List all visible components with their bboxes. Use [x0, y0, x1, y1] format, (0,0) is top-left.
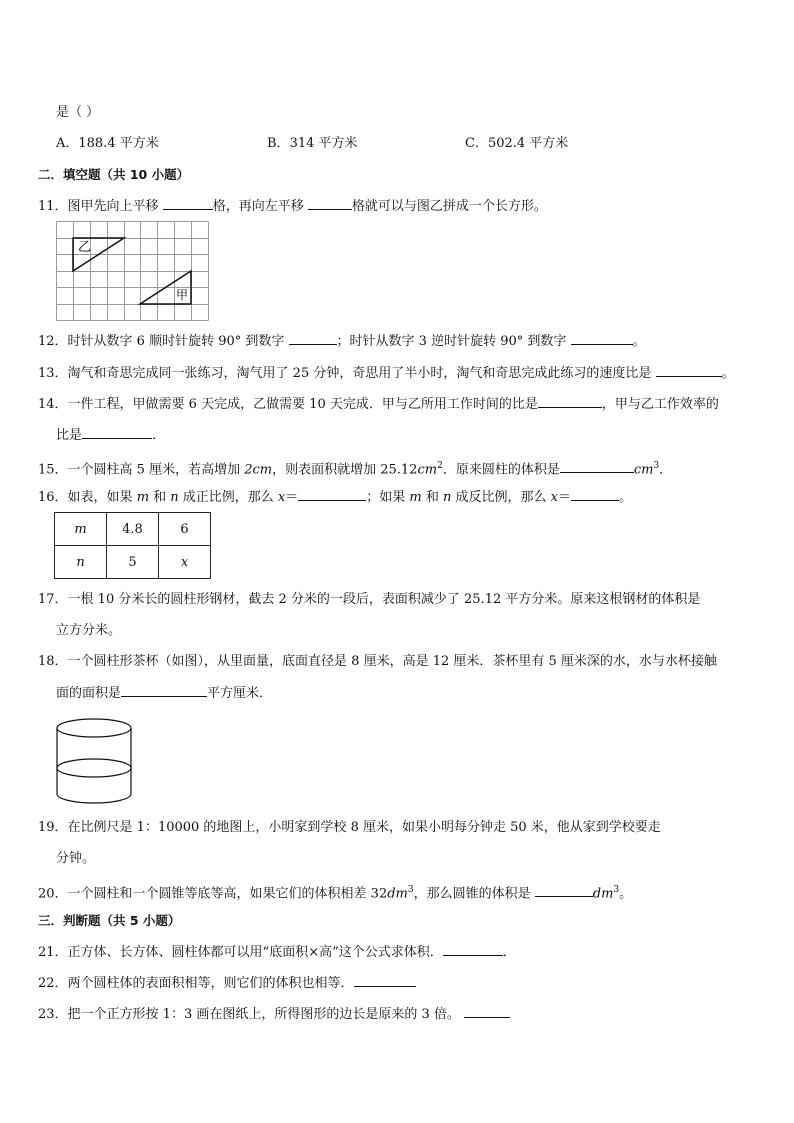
question-18: 18．一个圆柱形茶杯（如图），从里面量，底面直径是 8 厘米，高是 12 厘米．茶杯里有 5 厘米深的水，水与水杯接触 [38, 654, 717, 669]
question-18-cont: 面的面积是 平方厘米． [56, 686, 273, 701]
question-19-cont: 分钟。 [56, 851, 96, 866]
question-12: 12．时针从数字 6 顺时针旋转 90° 到数字 ；时针从数字 3 逆时针旋转 90° 到数字 。 [38, 334, 646, 349]
question-22: 22．两个圆柱体的表面积相等，则它们的体积也相等． [38, 974, 416, 993]
q10-option-b[interactable]: B．314 平方米 [267, 136, 358, 151]
question-17-cont: 立方分米。 [56, 623, 122, 638]
water-surface-ellipse [57, 759, 131, 777]
question-19: 19．在比例尺是 1：10000 的地图上，小明家到学校 8 厘米，如果小明每分钟走 50 米，他从家到学校要走 [38, 820, 661, 835]
q14-blank-1[interactable] [538, 395, 602, 408]
table-cell: 4.8 [107, 513, 159, 546]
grid-figure [56, 221, 209, 321]
table-row [55, 513, 211, 546]
q10-tail: 是（ ） [56, 105, 100, 120]
q12-blank-2[interactable] [571, 332, 633, 345]
q21-blank[interactable] [443, 943, 503, 956]
table-row [55, 546, 211, 579]
label-jia: 甲 [176, 288, 189, 302]
section-heading-true-false: 三．判断题（共 5 小题） [38, 913, 181, 928]
q13-blank[interactable] [656, 364, 722, 377]
question-20: 20．一个圆柱和一个圆锥等底等高，如果它们的体积相差 $32dm^3$，那么圆锥的体积是 $dm^3$。 [38, 885, 633, 902]
table-cell: x [159, 546, 211, 579]
table-cell: m [55, 513, 107, 546]
q16-blank-2[interactable] [571, 488, 619, 501]
grid-lines [57, 222, 209, 321]
question-23: 23．把一个正方形按 1：3 画在图纸上，所得图形的边长是原来的 3 倍。 [38, 1005, 510, 1024]
question-13: 13．淘气和奇思完成同一张练习，淘气用了 25 分钟，奇思用了半小时，淘气和奇思完成此练习的速度比是 。 [38, 366, 735, 381]
table-cell: 5 [107, 546, 159, 579]
q12-blank-1[interactable] [289, 332, 337, 345]
cup-bottom-arc [57, 794, 131, 803]
table-cell: 6 [159, 513, 211, 546]
q15-blank[interactable] [560, 460, 634, 473]
q16-blank-1[interactable] [298, 488, 366, 501]
question-11: 11．图甲先向上平移 格，再向左平移 格就可以与图乙拼成一个长方形。 [38, 199, 547, 214]
question-21: 21．正方体、长方体、圆柱体都可以用“底面积×高”这个公式求体积． ． [38, 945, 516, 960]
question-14: 14．一件工程，甲做需要 6 天完成，乙做需要 10 天完成．甲与乙所用工作时间的比是 ，甲与乙工作效率的 [38, 397, 719, 412]
q20-blank[interactable] [535, 884, 593, 897]
q10-option-c[interactable]: C．502.4 平方米 [465, 136, 569, 151]
teacup-cylinder-figure [54, 716, 134, 808]
question-14-cont: 比是 ． [56, 428, 166, 443]
section-heading-fill-blank: 二．填空题（共 10 小题） [38, 167, 190, 182]
label-yi: 乙 [78, 240, 92, 255]
q11-blank-2[interactable] [308, 197, 352, 210]
proportion-table [54, 512, 211, 579]
q10-option-a[interactable]: A．188.4 平方米 [56, 136, 159, 151]
question-17: 17．一根 10 分米长的圆柱形钢材，截去 2 分米的一段后，表面积减少了 25.12 平方分米。原来这根钢材的体积是 [38, 592, 701, 607]
question-15: 15．一个圆柱高 5 厘米，若高增加 2cm，则表面积就增加 $25.12cm^2$．原来圆柱的体积是 $cm^3$． [38, 461, 673, 478]
question-16: 16．如表，如果 m 和 n 成正比例，那么 x＝ ；如果 m 和 n 成反比例，那么 x＝ 。 [38, 490, 633, 505]
q18-blank[interactable] [121, 684, 207, 697]
q11-blank-1[interactable] [163, 197, 213, 210]
q14-blank-2[interactable] [82, 426, 152, 439]
q23-blank[interactable] [464, 1005, 510, 1018]
cup-top-ellipse [57, 719, 131, 737]
q22-blank[interactable] [354, 974, 416, 987]
table-cell: n [55, 546, 107, 579]
